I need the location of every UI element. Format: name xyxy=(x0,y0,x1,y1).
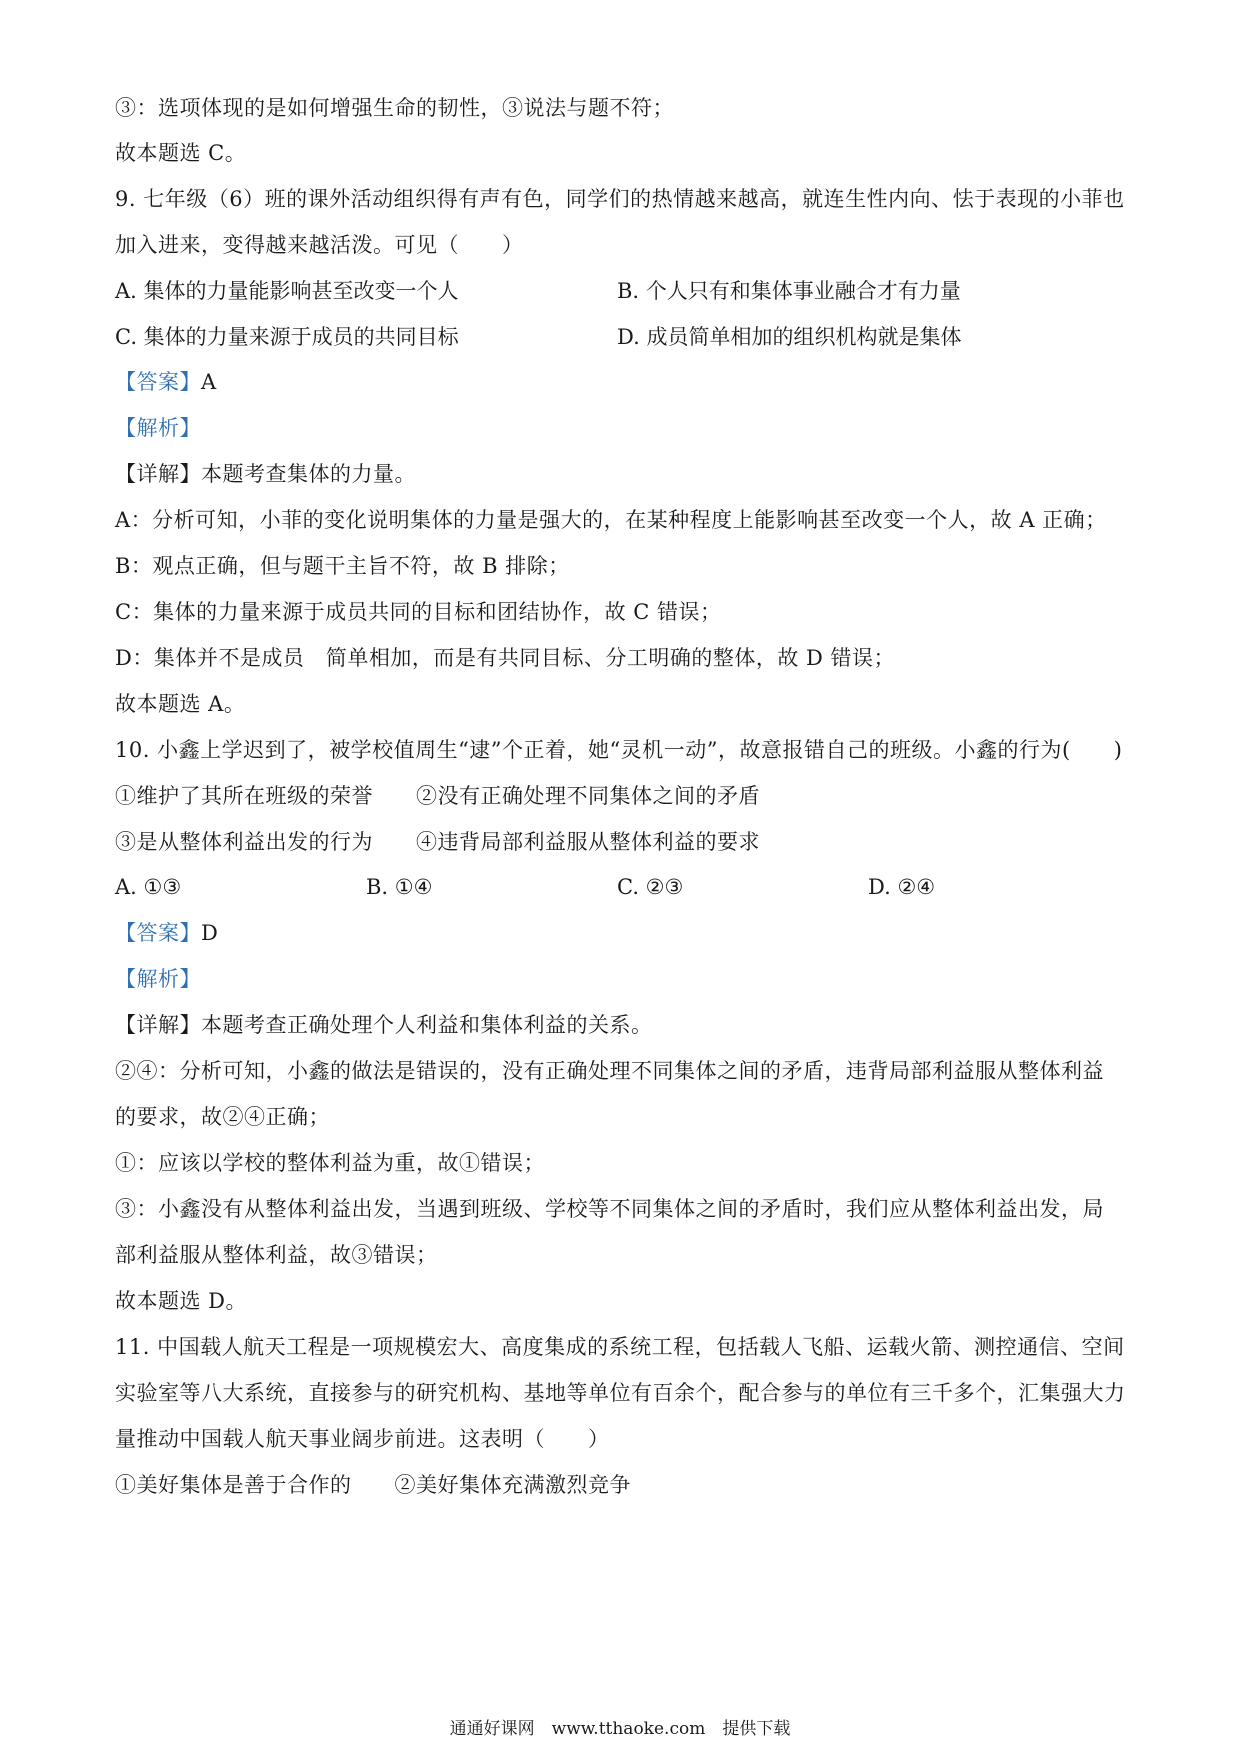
answer-tag: 【答案】 xyxy=(115,921,201,945)
analysis-tag: 【解析】 xyxy=(115,416,201,440)
explanation-line: 的要求，故②④正确； xyxy=(115,1105,330,1129)
option-b: B. 个人只有和集体事业融合才有力量 xyxy=(617,279,961,303)
question-11-stem: 量推动中国载人航天事业阔步前进。这表明（ ） xyxy=(115,1427,610,1451)
explanation-line: A：分析可知，小菲的变化说明集体的力量是强大的，在某种程度上能影响甚至改变一个人，故 A 正确； xyxy=(115,508,1107,532)
question-11-stem: 11. 中国载人航天工程是一项规模宏大、高度集成的系统工程，包括载人飞船、运载火箭、测控通信、空间 xyxy=(115,1335,1125,1359)
statement-line: ①美好集体是善于合作的 ②美好集体充满激烈竞争 xyxy=(115,1473,631,1497)
answer-value: D xyxy=(201,921,219,945)
question-9-stem: 加入进来，变得越来越活泼。可见（ ） xyxy=(115,233,524,257)
detail-line: 【详解】本题考查正确处理个人利益和集体利益的关系。 xyxy=(115,1013,653,1037)
option-a: A. ①③ xyxy=(115,875,182,899)
page-footer: 通通好课网 www.tthaoke.com 提供下载 xyxy=(449,1719,791,1739)
answer-value: A xyxy=(201,370,217,394)
text-line: ③：选项体现的是如何增强生命的韧性，③说法与题不符； xyxy=(115,96,674,120)
conclusion-line: 故本题选 A。 xyxy=(115,692,246,716)
option-a: A. 集体的力量能影响甚至改变一个人 xyxy=(115,279,459,303)
question-11-stem: 实验室等八大系统，直接参与的研究机构、基地等单位有百余个，配合参与的单位有三千多个，汇集强大力 xyxy=(115,1381,1126,1405)
answer-line xyxy=(115,368,217,396)
statement-line: ③是从整体利益出发的行为 ④违背局部利益服从整体利益的要求 xyxy=(115,830,760,854)
statement-line: ①维护了其所在班级的荣誉 ②没有正确处理不同集体之间的矛盾 xyxy=(115,784,760,808)
explanation-line: ①：应该以学校的整体利益为重，故①错误； xyxy=(115,1151,545,1175)
explanation-line: C：集体的力量来源于成员共同的目标和团结协作，故 C 错误； xyxy=(115,600,722,624)
explanation-line: ②④：分析可知，小鑫的做法是错误的，没有正确处理不同集体之间的矛盾，违背局部利益服从整体利益 xyxy=(115,1059,1104,1083)
analysis-line xyxy=(115,414,201,442)
option-d: D. ②④ xyxy=(868,875,936,899)
answer-tag: 【答案】 xyxy=(115,370,201,394)
explanation-line: ③：小鑫没有从整体利益出发，当遇到班级、学校等不同集体之间的矛盾时，我们应从整体利益出发，局 xyxy=(115,1197,1104,1221)
question-10-stem: 10. 小鑫上学迟到了，被学校值周生“逮”个正着，她“灵机一动”，故意报错自己的班级。小鑫的行为( ) xyxy=(115,738,1123,762)
option-b: B. ①④ xyxy=(366,875,433,899)
question-9-stem: 9. 七年级（6）班的课外活动组织得有声有色，同学们的热情越来越高，就连生性内向、怯于表现的小菲也 xyxy=(115,187,1125,211)
option-c: C. ②③ xyxy=(617,875,684,899)
explanation-line: D：集体并不是成员 简单相加，而是有共同目标、分工明确的整体，故 D 错误； xyxy=(115,646,896,670)
conclusion-line: 故本题选 D。 xyxy=(115,1289,248,1313)
answer-line xyxy=(115,919,218,947)
explanation-line: B：观点正确，但与题干主旨不符，故 B 排除； xyxy=(115,554,570,578)
text-line: 故本题选 C。 xyxy=(115,141,247,165)
option-c: C. 集体的力量来源于成员的共同目标 xyxy=(115,325,459,349)
analysis-tag: 【解析】 xyxy=(115,967,201,991)
explanation-line: 部利益服从整体利益，故③错误； xyxy=(115,1243,438,1267)
option-d: D. 成员简单相加的组织机构就是集体 xyxy=(617,325,962,349)
detail-line: 【详解】本题考查集体的力量。 xyxy=(115,462,416,486)
analysis-line xyxy=(115,965,201,993)
